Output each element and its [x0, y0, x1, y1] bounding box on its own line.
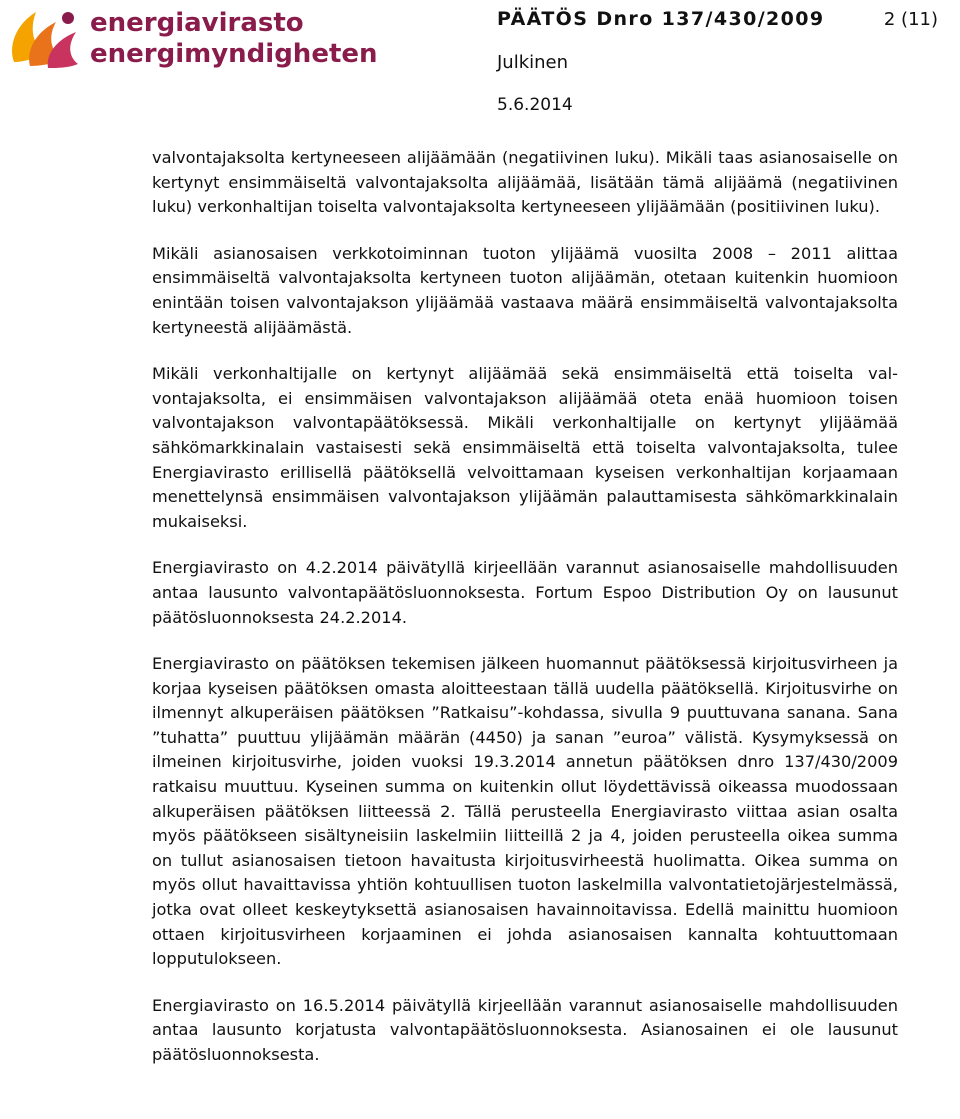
- logo-mark-magenta: [48, 32, 78, 68]
- paragraph-both-periods: Mikäli verkonhaltijalle on kertynyt alijäämää sekä ensimmäiseltä että toiselta valvontajaksolta, ei ensimmäisen valvontajakson alijäämää oteta enää huomioon toisen valvontajakson valvontapäätöksessä. Mikäli verkonhaltijalle on kertynyt ylijäämää sähkömarkkinalain vastaisesti sekä ensimmäiseltä että toiselta valvontajaksolta, tulee Energiavirasto erillisellä päätöksellä velvoittamaan kyseisen verkonhaltijan korjaamaan menettelynsä ensimmäisen valvontajakson ylijäämän palauttamisesta sähkömarkkinalain mukaiseksi.: [152, 364, 898, 531]
- decision-title: PÄÄTÖS Dnro 137/430/2009: [497, 8, 825, 30]
- logo-text-finnish: energiavirasto: [90, 8, 304, 38]
- logo-text-swedish: energimyndigheten: [90, 39, 378, 69]
- paragraph-correction: Energiavirasto on päätöksen tekemisen jälkeen huomannut päätöksessä kirjoitusvirheen ja korjaa kyseisen päätöksen omasta aloitteestaan tällä uudella päätöksellä. Kirjoitusvirhe on ilmennyt alkuperäisen päätöksen ”Ratkaisu”-kohdassa, sivulla 9 puuttuvana sanana. Sana ”tuhatta” puuttuu ylijäämän määrän (4450) ja sanan ”euroa” välistä. Kysymyksessä on ilmeinen kirjoitusvirhe, joiden vuoksi 19.3.2014 annetun päätöksen dnro 137/430/2009 ratkaisu muuttuu. Kyseinen summa on kuitenkin ollut löydettävissä oikeassa muodossaan alkuperäisen päätöksen liitteessä 2. Tällä perusteella Energiavirasto viittaa asian osalta myös päätökseen sisältyneisiin laskelmiin liitteillä 2 ja 4, joiden perusteella oikea summa on tullut asianosaisen tietoon havaitusta kirjoitusvirheestä huolimatta. Oikea summa on myös ollut havaittavissa yhtiön kohtuullisen tuoton laskelmilla valvontatietojärjestelmässä, jotka ovat olleet keskeytyksettä asianosaisen havainnoitavissa. Edellä mainittu huomioon ottaen kirjoitusvirheen korjaaminen ei johda asianosaisen kannalta kohtuuttomaan lopputulokseen.: [152, 654, 898, 969]
- paragraph-second-hearing: Energiavirasto on 16.5.2014 päivätyllä kirjeellään varannut asianosaiselle mahdollisuuden antaa lausunto korjatusta valvontapäätösluonnoksesta. Asianosainen ei ole lausunut päätösluonnoksesta.: [152, 995, 898, 1064]
- publicity-status: Julkinen: [497, 52, 569, 73]
- paragraph-hearing: Energiavirasto on 4.2.2014 päivätyllä kirjeellään varannut asianosaiselle mahdollisuuden antaa lausunto valvontapäätösluonnoksesta. Fortum Espoo Distribution Oy on lausunut päätösluonnoksesta 24.2.2014.: [152, 558, 898, 627]
- logo-mark-icon: [6, 6, 86, 70]
- decision-date: 5.6.2014: [497, 95, 573, 115]
- agency-logo: [6, 6, 378, 72]
- logo-mark-dot: [62, 12, 74, 24]
- paragraph-deficit-continuation: valvontajaksolta kertyneeseen alijäämään (negatiivinen luku). Mikäli taas asianosaiselle on kertynyt ensimmäiseltä valvontajaksolta alijäämää, lisätään tämä alijäämä (negatiivinen luku) verkonhaltijan toiselta valvontajaksolta kertyneeseen ylijäämään (positiivinen luku).: [152, 148, 898, 217]
- paragraph-surplus-limit: Mikäli asianosaisen verkkotoiminnan tuoton ylijäämä vuosilta 2008 – 2011 alittaa ensimmäiseltä valvontajaksolta kertyneen tuoton alijäämän, otetaan kuitenkin huomioon enintään toisen valvontajakson ylijäämää vastaava määrä ensimmäiseltä valvontajaksolta kertyneestä alijäämästä.: [152, 243, 898, 337]
- document-body: [152, 146, 898, 1090]
- page-number: 2 (11): [883, 9, 938, 30]
